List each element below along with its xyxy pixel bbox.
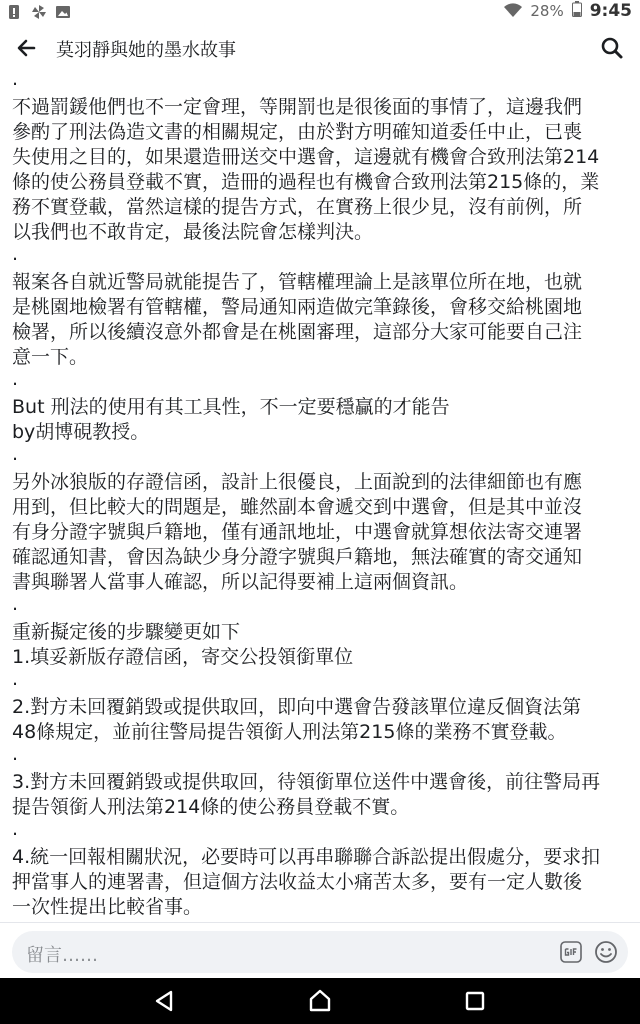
comment-input[interactable] [12, 931, 628, 973]
emoji-icon [594, 940, 618, 964]
post-text-line: 意一下。 [12, 346, 89, 368]
post-text-line: 確認通知書，會因為缺少身分證字號與戶籍地，無法確實的寄交通知 [12, 546, 583, 568]
back-triangle-icon [152, 988, 178, 1014]
comment-bar [0, 922, 640, 979]
post-text-line: 失使用之目的，如果還造冊送交中選會，這邊就有機會合致刑法第214 [12, 146, 600, 168]
nav-recents-button[interactable] [462, 988, 488, 1014]
separator-dot: . [12, 68, 19, 90]
post-text-line: by胡博硯教授。 [12, 421, 150, 443]
separator-dot: . [12, 593, 19, 615]
post-text-line: 條的使公務員登載不實，造冊的過程也有機會合致刑法第215條的，業 [12, 171, 600, 193]
post-text-line: 是桃園地檢署有管轄權，警局通知兩造做完筆錄後，會移交給桃園地 [12, 296, 583, 318]
battery-percent: 28% [530, 2, 564, 20]
post-text-line: 以我們也不敢肯定，最後法院會怎樣判決。 [12, 221, 374, 243]
post-text-line: 1.填妥新版存證信函，寄交公投領銜單位 [12, 646, 354, 668]
separator-dot: . [12, 443, 19, 465]
page-title: 莫羽靜與她的墨水故事 [56, 40, 236, 61]
post-text-line: But 刑法的使用有其工具性，不一定要穩贏的才能告 [12, 396, 450, 418]
post-text-line: 押當事人的連署書，但這個方法收益太小痛苦太多，要有一定人數後 [12, 871, 583, 893]
battery-icon [572, 1, 582, 21]
post-text-line: 提告領銜人刑法第214條的使公務員登載不實。 [12, 796, 410, 818]
image-icon [56, 4, 70, 18]
nav-back-button[interactable] [152, 988, 178, 1014]
alert-icon [8, 4, 22, 18]
post-text-line: 務不實登載，當然這樣的提告方式，在實務上很少見，沒有前例，所 [12, 196, 583, 218]
gif-button[interactable] [560, 941, 582, 963]
post-text-line: 不過罰鍰他們也不一定會理，等開罰也是很後面的事情了，這邊我們 [12, 96, 583, 118]
post-text-line: 4.統一回報相關狀況，必要時可以再串聯聯合訴訟提出假處分，要求扣 [12, 846, 601, 868]
post-text-line: 另外冰狼版的存證信函，設計上很優良，上面說到的法律細節也有應 [12, 471, 583, 493]
home-circle-icon [307, 988, 333, 1014]
notification-icons [8, 4, 70, 18]
comment-placeholder: 留言…… [26, 945, 98, 966]
back-arrow-icon [16, 38, 36, 58]
recents-square-icon [462, 988, 488, 1014]
post-text-line: 48條規定，並前往警局提告領銜人刑法第215條的業務不實登載。 [12, 721, 567, 743]
system-indicators [504, 1, 632, 21]
post-text-line: 報案各自就近警局就能提告了，管轄權理論上是該單位所在地，也就 [12, 271, 583, 293]
separator-dot: . [12, 818, 19, 840]
back-button[interactable] [8, 30, 44, 66]
post-text-line: 2.對方未回覆銷毀或提供取回，即向中選會告發該單位違反個資法第 [12, 696, 582, 718]
clock: 9:45 [589, 1, 632, 21]
app-header [0, 24, 640, 72]
post-text-line: 3.對方未回覆銷毀或提供取回，待領銜單位送件中選會後，前往警局再 [12, 771, 601, 793]
search-icon [601, 37, 623, 59]
separator-dot: . [12, 743, 19, 765]
post-text-line: 檢署，所以後續沒意外都會是在桃園審理，這部分大家可能要自己注 [12, 321, 583, 343]
system-nav-bar [0, 978, 640, 1024]
post-text-line: 一次性提出比較省事。 [12, 896, 203, 918]
pinwheel-icon [32, 4, 46, 18]
post-body [12, 70, 632, 922]
gif-icon [560, 941, 582, 963]
separator-dot: . [12, 368, 19, 390]
post-text-line: 書與聯署人當事人確認，所以記得要補上這兩個資訊。 [12, 571, 469, 593]
post-text-line: 參酌了刑法偽造文書的相關規定，由於對方明確知道委任中止，已喪 [12, 121, 583, 143]
separator-dot: . [12, 243, 19, 265]
post-text-line: 有身分證字號與戶籍地，僅有通訊地址，中選會就算想依法寄交連署 [12, 521, 583, 543]
emoji-button[interactable] [594, 940, 618, 964]
separator-dot: . [12, 668, 19, 690]
status-bar [0, 0, 640, 24]
wifi-icon [504, 2, 522, 21]
nav-home-button[interactable] [307, 988, 333, 1014]
search-button[interactable] [596, 32, 628, 64]
post-text-line: 重新擬定後的步驟變更如下 [12, 621, 241, 643]
post-text-line: 用到，但比較大的問題是，雖然副本會遞交到中選會，但是其中並沒 [12, 496, 583, 518]
